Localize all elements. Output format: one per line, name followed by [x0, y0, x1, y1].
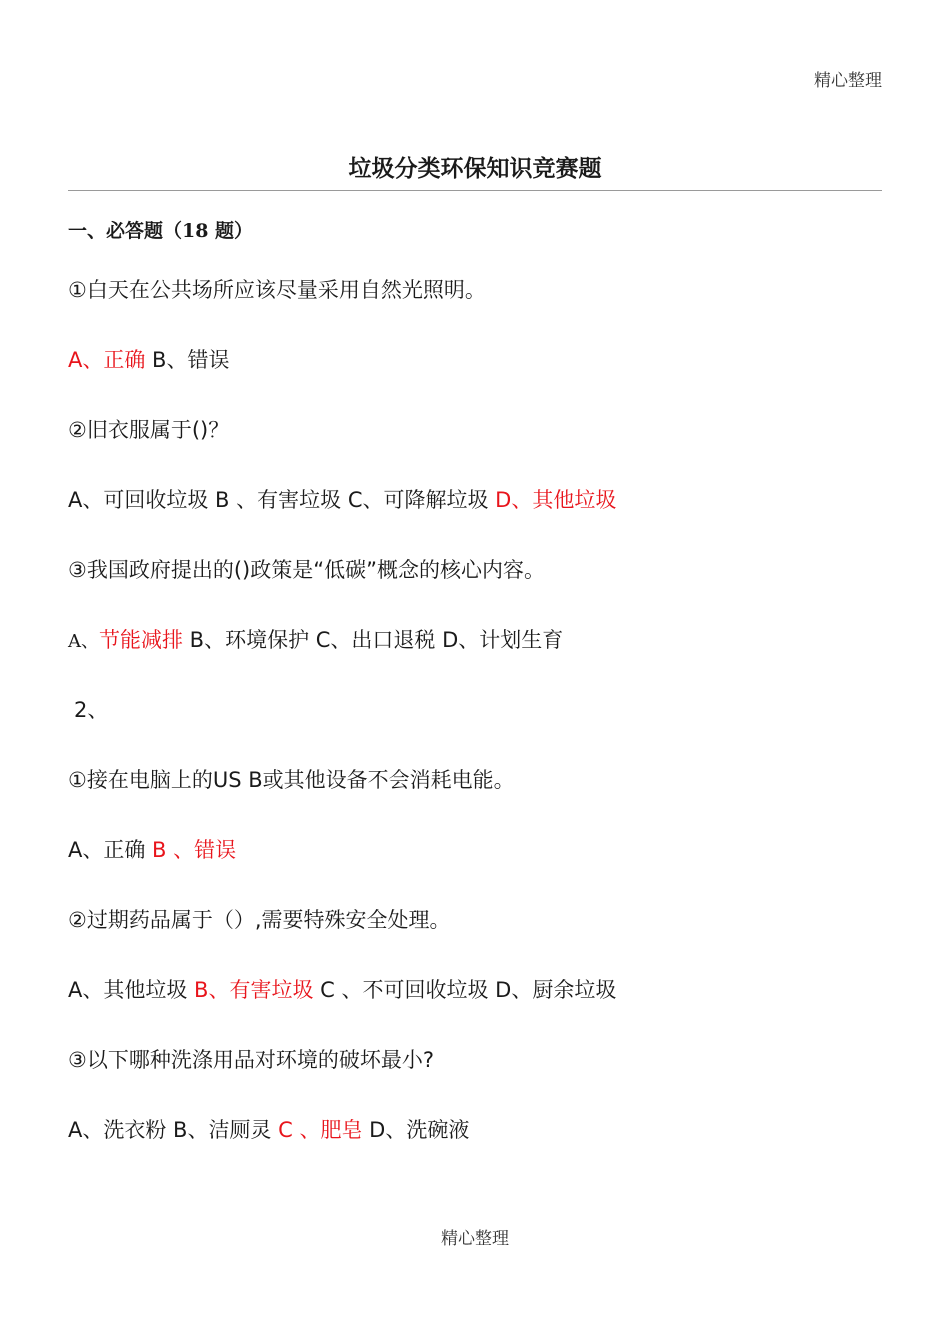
option-d-correct: D、其他垃圾 [488, 488, 617, 512]
option-a-correct: 节能减排 [99, 628, 183, 652]
question-text: ①接在电脑上的US B或其他设备不会消耗电能。 [68, 768, 515, 792]
option-b-correct: B、有害垃圾 [187, 978, 314, 1002]
option-a: A、洗衣粉 [68, 1118, 167, 1142]
question-2-1 [68, 764, 515, 794]
options-2-2 [68, 974, 616, 1004]
section-heading: 一、必答题（18 题） [68, 220, 254, 242]
option-b: B、洁厕灵 [166, 1118, 272, 1142]
option-c: C、出口退税 [309, 628, 436, 652]
option-d: D、计划生育 [435, 628, 564, 652]
question-1-3 [68, 554, 545, 584]
options-1-1 [68, 344, 229, 374]
option-c-correct: C 、肥皂 [271, 1118, 363, 1142]
option-d: D、洗碗液 [362, 1118, 470, 1142]
group-number-text: 2、 [74, 698, 109, 722]
question-2-2 [68, 904, 451, 934]
question-text: ①白天在公共场所应该尽量采用自然光照明。 [68, 278, 486, 302]
option-b: B、错误 [145, 348, 230, 372]
options-2-1 [68, 834, 236, 864]
title-divider [68, 190, 882, 191]
options-2-3 [68, 1114, 469, 1144]
option-b: B 、有害垃圾 [208, 488, 342, 512]
option-a: A、可回收垃圾 [68, 488, 209, 512]
group-number [74, 694, 108, 724]
option-d: D、厨余垃圾 [488, 978, 617, 1002]
page-footer: 精心整理 [441, 1229, 509, 1249]
question-text: ②旧衣服属于()？ [68, 418, 230, 442]
document-title: 垃圾分类环保知识竞赛题 [348, 155, 602, 182]
page-header: 精心整理 [814, 71, 882, 91]
option-a-letter: A、 [68, 631, 99, 652]
question-text: ③以下哪种洗涤用品对环境的破坏最小? [68, 1048, 434, 1072]
options-1-2 [68, 484, 616, 514]
option-a: A、正确 [68, 838, 146, 862]
question-1-2 [68, 414, 229, 444]
question-text: ②过期药品属于（）,需要特殊安全处理。 [68, 908, 451, 932]
options-1-3 [68, 624, 563, 654]
option-c: C、可降解垃圾 [341, 488, 489, 512]
option-b: B、环境保护 [183, 628, 310, 652]
question-1-1 [68, 274, 486, 304]
option-b-correct: B 、错误 [145, 838, 237, 862]
question-text: ③我国政府提出的()政策是“低碳”概念的核心内容。 [68, 558, 545, 582]
option-a: A、其他垃圾 [68, 978, 188, 1002]
option-a-correct: A、正确 [68, 348, 146, 372]
question-2-3 [68, 1044, 434, 1074]
option-c: C 、不可回收垃圾 [313, 978, 489, 1002]
